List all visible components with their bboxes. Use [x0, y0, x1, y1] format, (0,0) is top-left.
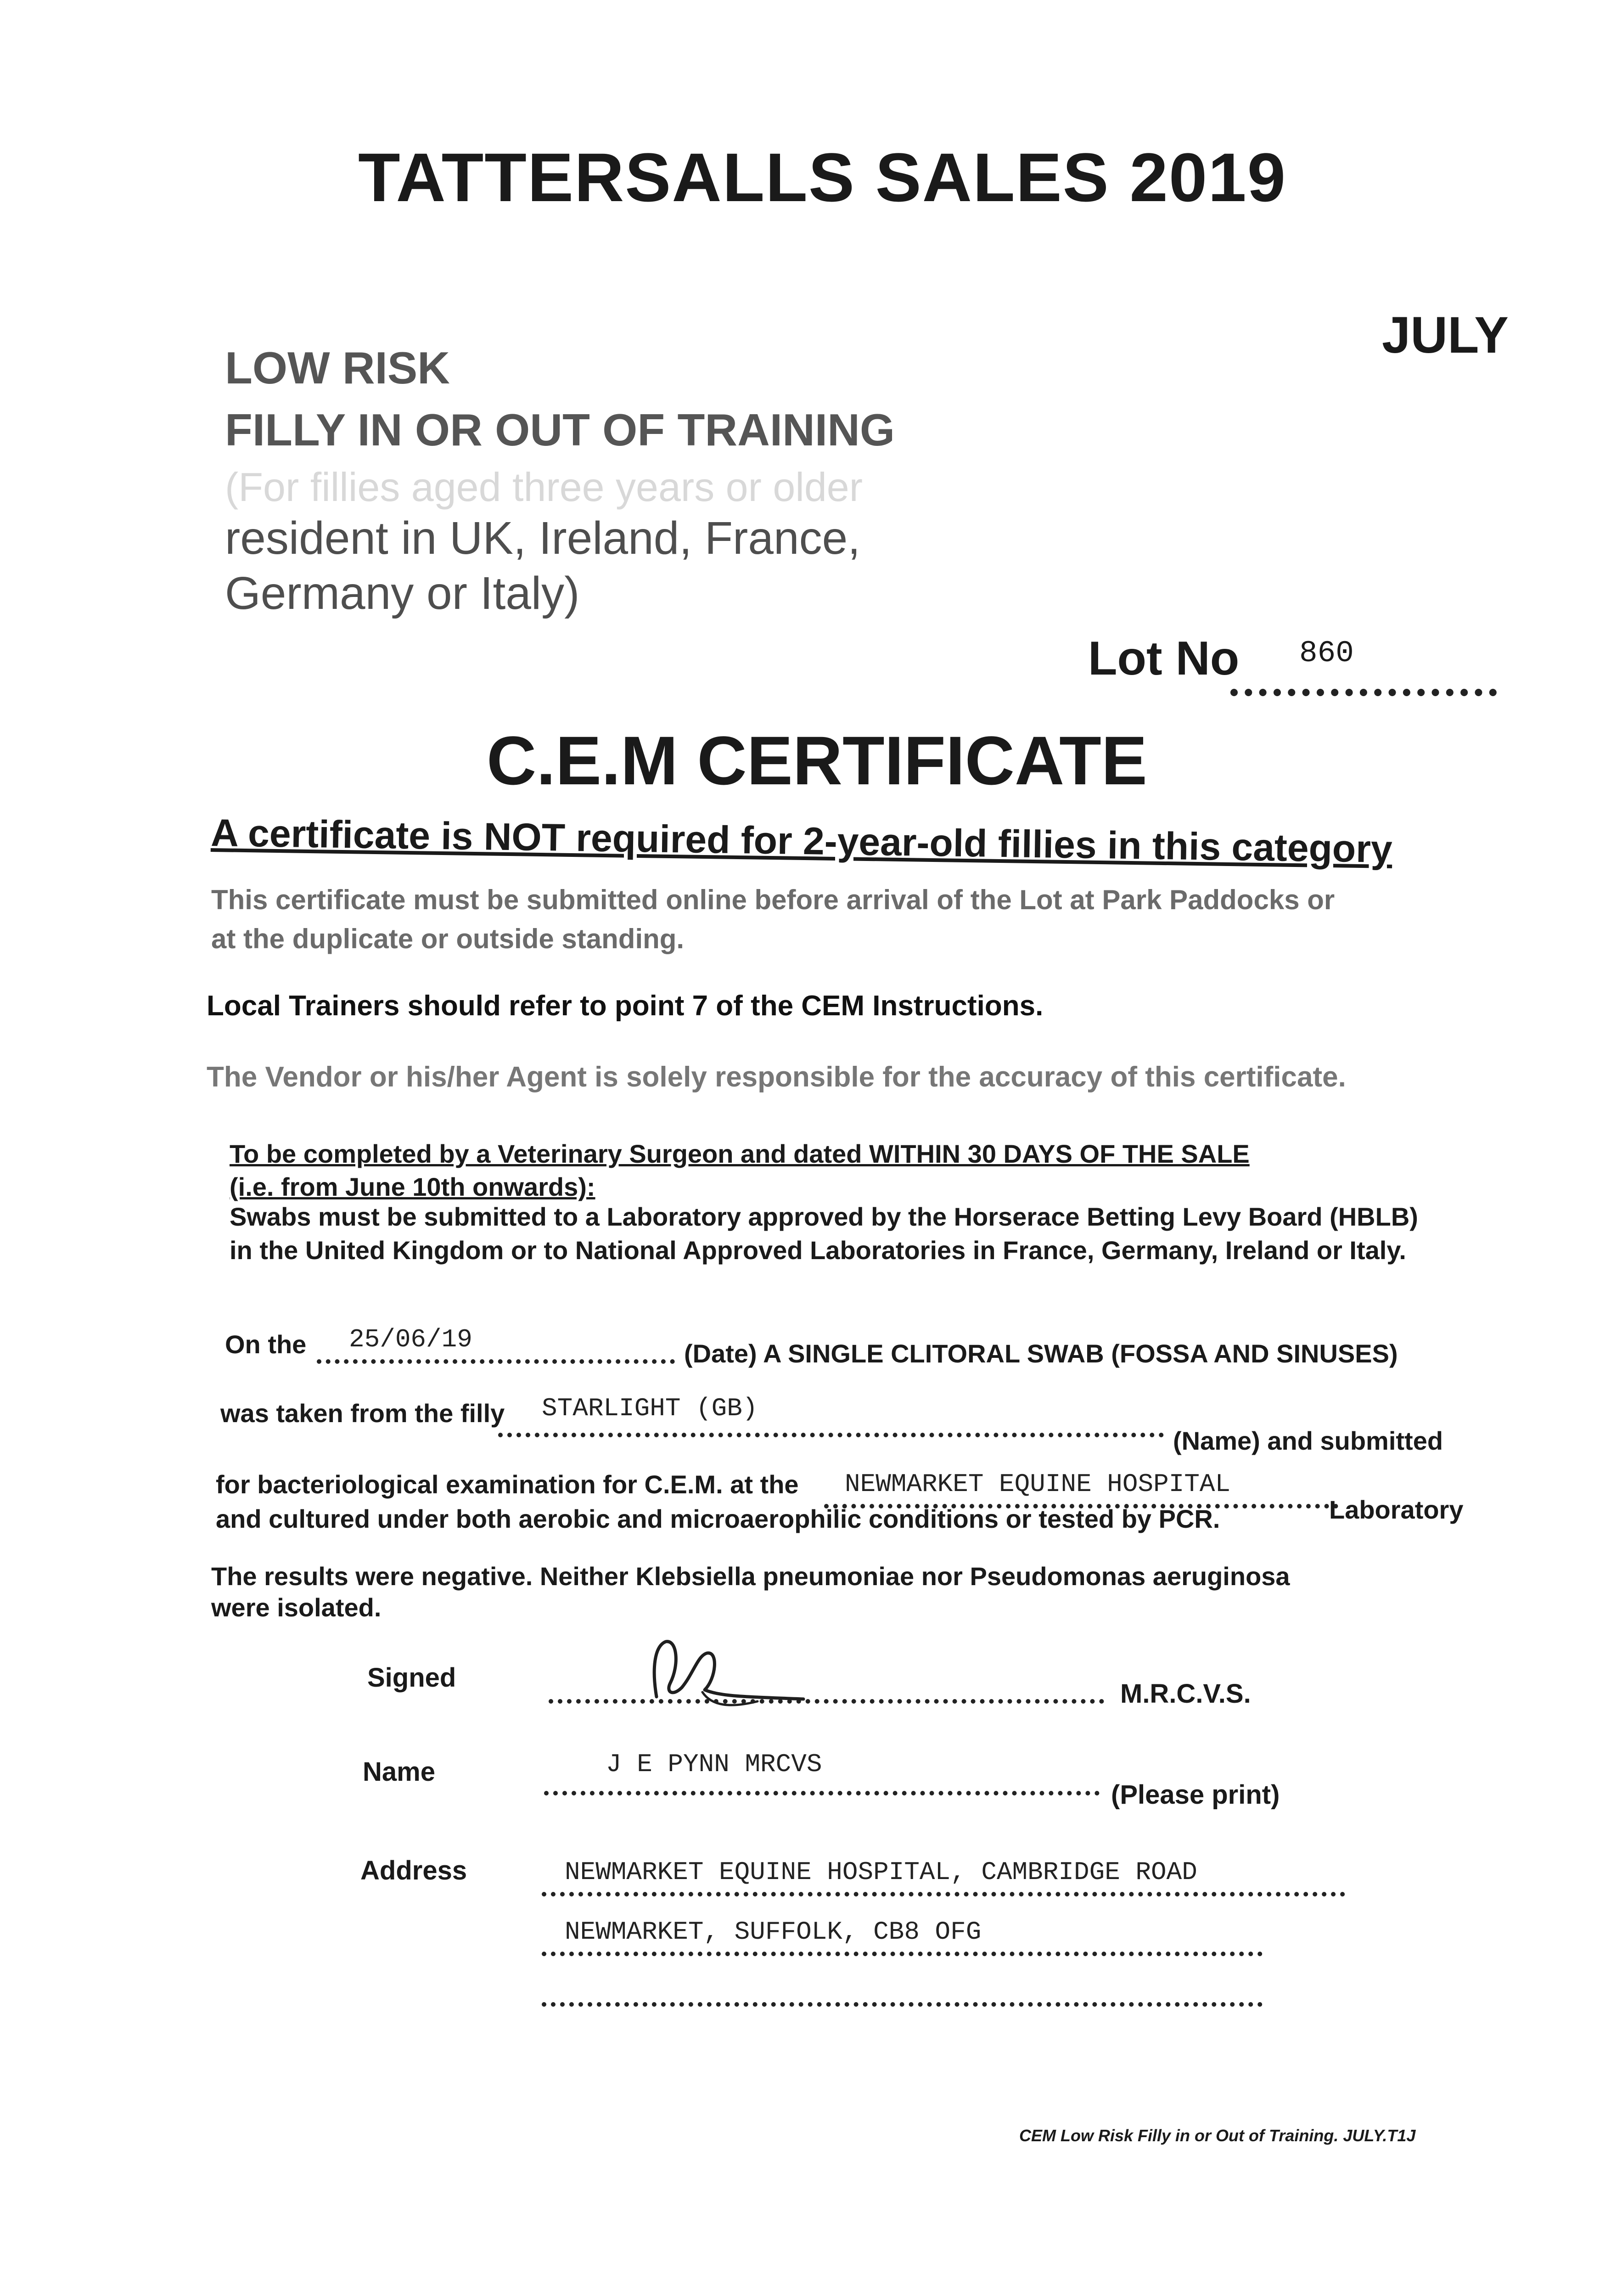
- page-title: TATTERSALLS SALES 2019: [358, 139, 1287, 216]
- signed-label: Signed: [367, 1663, 456, 1693]
- category-line-2: FILLY IN OR OUT OF TRAINING: [225, 405, 895, 455]
- category-line-4: resident in UK, Ireland, France,: [225, 512, 860, 564]
- lot-number: 860: [1299, 636, 1354, 670]
- lab-suffix: Laboratory: [1329, 1495, 1464, 1524]
- category-line-5: Germany or Italy): [225, 568, 580, 619]
- local-trainers-note: Local Trainers should refer to point 7 of the CEM Instructions.: [207, 990, 1044, 1022]
- please-print-label: (Please print): [1111, 1780, 1280, 1810]
- results-line-1: The results were negative. Neither Klebsiella pneumoniae nor Pseudomonas aeruginosa: [211, 1562, 1290, 1591]
- category-line-3: (For fillies aged three years or older: [225, 464, 863, 510]
- name-label: Name: [363, 1757, 435, 1787]
- taken-from-prefix: was taken from the filly: [220, 1399, 505, 1428]
- date-suffix: (Date) A SINGLE CLITORAL SWAB (FOSSA AND SINUSES): [684, 1339, 1398, 1368]
- certificate-title: C.E.M CERTIFICATE: [487, 722, 1147, 799]
- address-dotted-line-3: [542, 1975, 1263, 2007]
- submit-instructions-line-1: This certificate must be submitted online before arrival of the Lot at Park Paddocks or: [211, 884, 1335, 915]
- lot-dotted-line: [1230, 629, 1497, 696]
- cultured-line: and cultured under both aerobic and microaerophilic conditions or tested by PCR.: [216, 1504, 1220, 1533]
- swabs-line-2: in the United Kingdom or to National Approved Laboratories in France, Germany, Ireland or Italy.: [230, 1236, 1406, 1265]
- lab-name-value: NEWMARKET EQUINE HOSPITAL: [845, 1469, 1231, 1499]
- mrcvs-label: M.R.C.V.S.: [1120, 1679, 1251, 1709]
- sale-month: JULY: [1382, 306, 1509, 364]
- category-line-1: LOW RISK: [225, 343, 450, 393]
- not-required-notice: A certificate is NOT required for 2-year-old fillies in this category: [210, 810, 1393, 871]
- vendor-responsibility-note: The Vendor or his/her Agent is solely responsible for the accuracy of this certificate.: [207, 1061, 1346, 1093]
- signature-mark: [638, 1628, 813, 1720]
- bacterio-prefix: for bacteriological examination for C.E.M. at the: [216, 1470, 799, 1499]
- address-line-1: NEWMARKET EQUINE HOSPITAL, CAMBRIDGE ROAD: [565, 1857, 1197, 1887]
- swabs-line-1: Swabs must be submitted to a Laboratory approved by the Horserace Betting Levy Board (HBLB): [230, 1202, 1418, 1231]
- results-line-2: were isolated.: [211, 1593, 382, 1622]
- date-value: 25/06/19: [349, 1325, 472, 1354]
- address-label: Address: [360, 1856, 467, 1885]
- name-suffix: (Name) and submitted: [1173, 1426, 1443, 1455]
- submit-instructions-line-2: at the duplicate or outside standing.: [211, 923, 685, 954]
- date-prefix: On the: [225, 1330, 307, 1359]
- address-line-2: NEWMARKET, SUFFOLK, CB8 OFG: [565, 1917, 982, 1947]
- lot-label: Lot No: [1088, 632, 1240, 685]
- vet-instructions-heading-1: To be completed by a Veterinary Surgeon and dated WITHIN 30 DAYS OF THE SALE: [230, 1139, 1250, 1168]
- footer-reference: CEM Low Risk Filly in or Out of Training. JULY.T1J: [1019, 2126, 1416, 2145]
- signature-dotted-line: [549, 1671, 1104, 1704]
- vet-name-value: J E PYNN MRCVS: [606, 1750, 822, 1779]
- filly-name-value: STARLIGHT (GB): [542, 1394, 758, 1423]
- vet-instructions-heading-2: (i.e. from June 10th onwards):: [230, 1172, 595, 1201]
